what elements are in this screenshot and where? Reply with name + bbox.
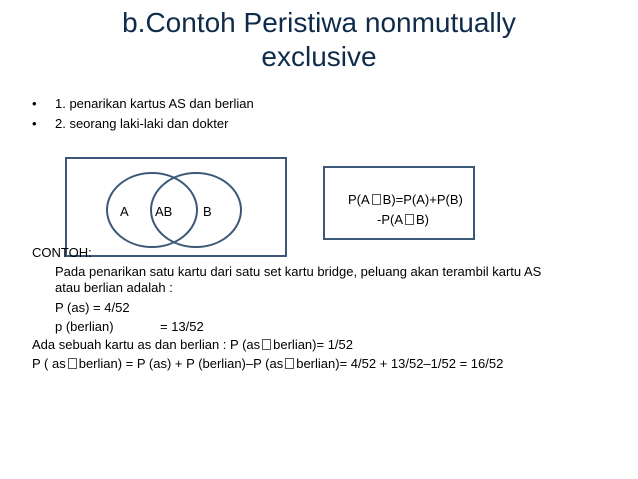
venn-label-ab: AB	[155, 204, 173, 219]
formula-line1	[348, 192, 463, 208]
venn-label-b: B	[203, 204, 212, 219]
missing-glyph-icon	[68, 358, 77, 369]
missing-glyph-icon	[372, 194, 381, 205]
formula-line1-left: P(A	[348, 192, 370, 207]
missing-glyph-icon	[285, 358, 294, 369]
final-dash1: –	[245, 356, 254, 371]
final-part5: 1/52 = 16/52	[430, 356, 504, 371]
final-equation	[32, 356, 503, 372]
slide-title-line1: b.Contoh Peristiwa nonmutually	[122, 7, 516, 38]
paragraph-line2: atau berlian adalah :	[55, 280, 173, 295]
bullet-dot: •	[32, 116, 37, 131]
intersection-sentence-start: Ada sebuah kartu as dan berlian : P (as	[32, 337, 261, 352]
missing-glyph-icon	[405, 214, 414, 225]
bullet-dot: •	[32, 96, 37, 111]
p-as: P (as) = 4/52	[55, 300, 130, 315]
final-part2: berlian) = P (as) + P (berlian)	[78, 356, 246, 371]
final-part4: berlian)= 4/52 + 13/52	[296, 356, 424, 371]
p-berlian-value: = 13/52	[160, 319, 204, 334]
formula-line2-left: -P(A	[377, 212, 403, 227]
missing-glyph-icon	[262, 339, 271, 350]
bullet-item-1: 1. penarikan kartus AS dan berlian	[55, 96, 254, 111]
venn-label-a: A	[120, 204, 129, 219]
final-part1: P ( as	[32, 356, 66, 371]
formula-line2-right: B)	[416, 212, 429, 227]
formula-line2	[377, 212, 429, 228]
slide-title-line2: exclusive	[261, 41, 377, 72]
formula-line1-eq: =P(A)+P(B)	[395, 192, 463, 207]
intersection-sentence	[32, 337, 353, 353]
bullet-item-2: 2. seorang laki-laki dan dokter	[55, 116, 229, 131]
intersection-sentence-end: berlian)= 1/52	[273, 337, 354, 352]
formula-line1-right: B)	[382, 192, 396, 207]
final-part3: P (as	[253, 356, 284, 371]
p-berlian-label: p (berlian)	[55, 319, 114, 334]
contoh-heading: CONTOH:	[32, 245, 92, 260]
final-dash2: –	[423, 356, 431, 371]
paragraph-line1: Pada penarikan satu kartu dari satu set kartu bridge, peluang akan terambil kartu AS	[55, 264, 542, 279]
